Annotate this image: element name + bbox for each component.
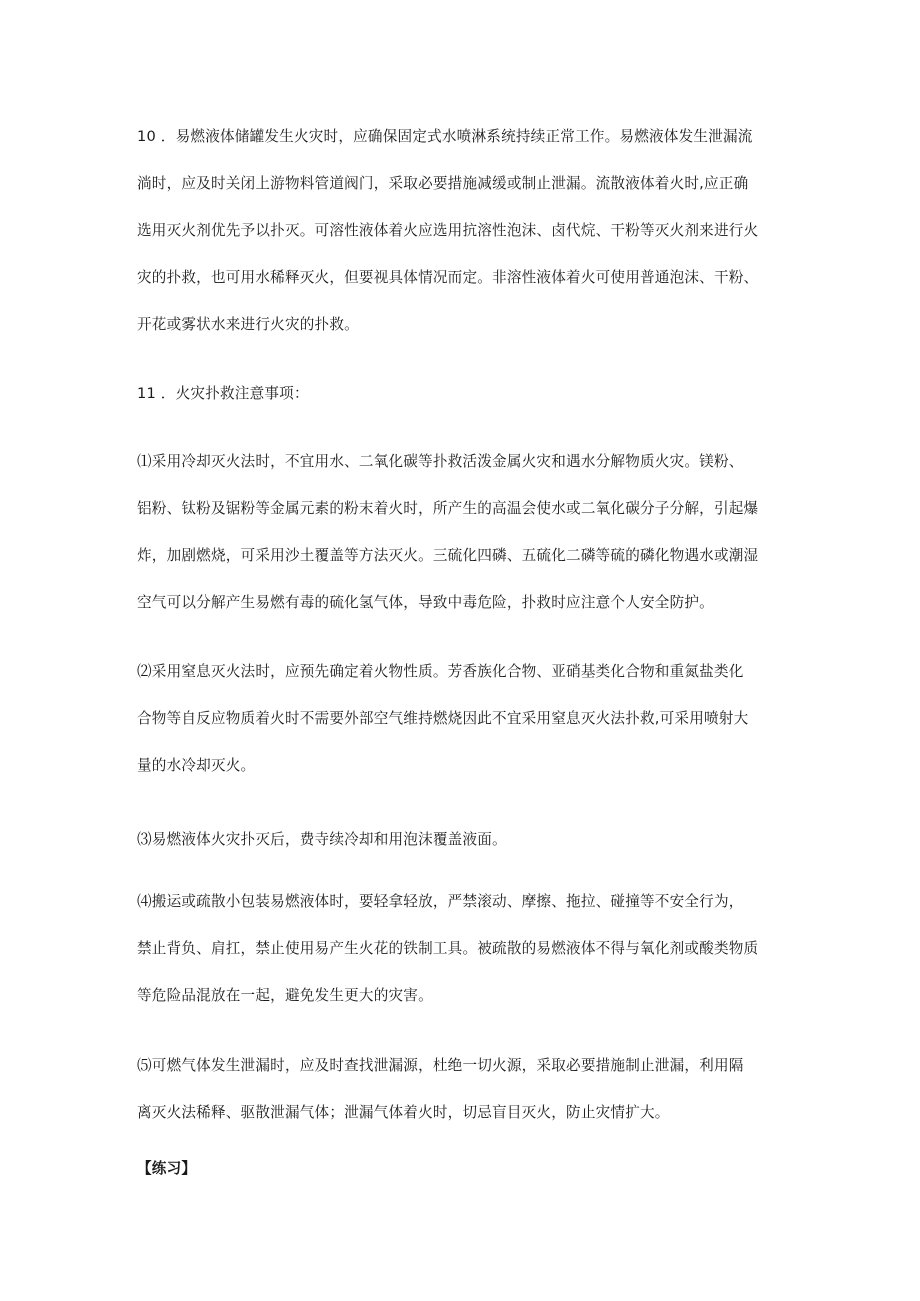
- text-line: 淌时，应及时关闭上游物料管道阀门，采取必要措施减缓或制止泄漏。流散液体着火时,应正确: [137, 175, 749, 192]
- paragraph-sub-5: [137, 1042, 797, 1136]
- text-line: 选用灭火剂优先予以扑灭。可溶性液体着火应选用抗溶性泡沫、卤代烷、干粉等灭火剂来进行火: [137, 222, 759, 239]
- text-line: 炸，加剧燃烧，可采用沙土覆盖等方法灭火。三硫化四磷、五硫化二磷等硫的磷化物遇水或潮湿: [137, 547, 759, 564]
- paragraph-sub-1: [137, 438, 797, 626]
- practice-heading: 【练习】: [137, 1160, 197, 1177]
- text-line: 空气可以分解产生易燃有毒的硫化氢气体，导致中毒危险，扑救时应注意个人安全防护。: [137, 594, 714, 611]
- text-line: 10 ．易燃液体储罐发生火灾时，应确保固定式水喷淋系统持续正常工作。易燃液体发生泄漏流: [137, 128, 753, 145]
- paragraph-sub-3: [137, 816, 797, 863]
- paragraph-sub-4: [137, 878, 797, 1019]
- text-line: ⑵采用窒息灭火法时，应预先确定着火物性质。芳香族化合物、亚硝基类化合物和重氮盐类化: [137, 663, 744, 680]
- paragraph-sub-2: [137, 648, 797, 789]
- text-line: 开花或雾状水来进行火灾的扑救。: [137, 316, 359, 333]
- text-line: 量的水冷却灭火。: [137, 757, 256, 774]
- text-line: ⑴采用冷却灭火法时，不宜用水、二氧化碳等扑救活泼金属火灾和遇水分解物质火灾。镁粉、: [137, 453, 744, 470]
- text-line: 等危险品混放在一起，避免发生更大的灾害。: [137, 987, 433, 1004]
- paragraph-item-10: [137, 113, 797, 348]
- paragraph-item-11: [137, 370, 797, 417]
- text-line: 铝粉、钛粉及锯粉等金属元素的粉末着火时，所产生的高温会使水或二氧化碳分子分解，引起爆: [137, 500, 759, 517]
- text-line: 灾的扑救，也可用水稀释灭火，但要视具体情况而定。非溶性液体着火可使用普通泡沫、干粉、: [137, 269, 759, 286]
- text-line: ⑶易燃液体火灾扑灭后，费寺续冷却和用泡沫覆盖液面。: [137, 831, 507, 848]
- text-line: ⑸可燃气体发生泄漏时，应及时查找泄漏源，杜绝一切火源，采取必要措施制止泄漏，利用隔: [137, 1057, 744, 1074]
- text-line: 离灭火法稀释、驱散泄漏气体；泄漏气体着火时，切忌盲目灭火，防止灾情扩大。: [137, 1104, 670, 1121]
- text-line: 禁止背负、肩扛，禁止使用易产生火花的铁制工具。被疏散的易燃液体不得与氧化剂或酸类物质: [137, 940, 759, 957]
- text-line: 11 ．火灾扑救注意事项：: [137, 385, 309, 402]
- text-line: ⑷搬运或疏散小包装易燃液体时，要轻拿轻放，严禁滚动、摩擦、拖拉、碰撞等不安全行为，: [137, 893, 744, 910]
- text-line: 合物等自反应物质着火时不需要外部空气维持燃烧因此不宜采用窒息灭火法扑救,可采用喷射大: [137, 710, 749, 727]
